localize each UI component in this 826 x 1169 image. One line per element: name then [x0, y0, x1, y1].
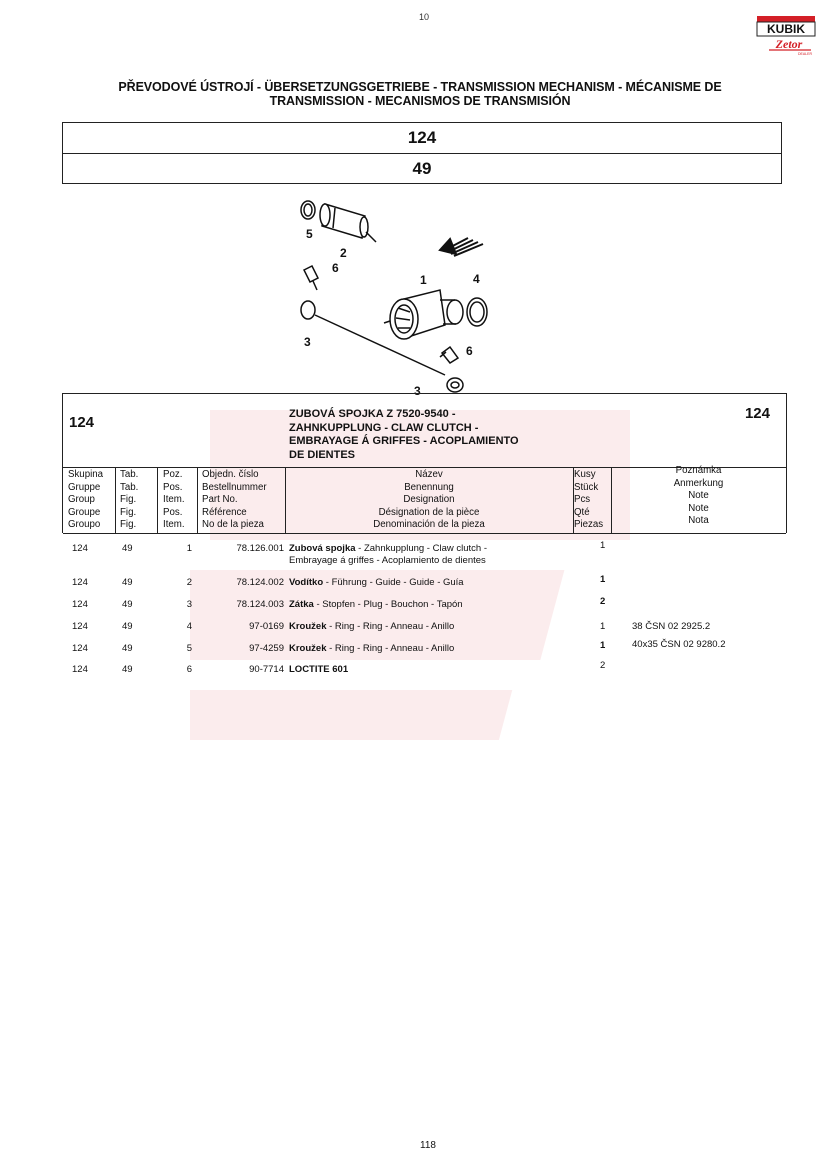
callout-6a: 6	[332, 261, 339, 275]
callout-3a: 3	[304, 335, 311, 349]
callout-2: 2	[340, 246, 347, 260]
table-title: ZUBOVÁ SPOJKA Z 7520-9540 - ZAHNKUPPLUNG - CLAW CLUTCH - EMBRAYAGE Á GRIFFES - ACOPLAMIENTO DE DIENTES	[289, 408, 519, 461]
logo-sub: Zetor	[775, 37, 803, 51]
part-6-loctite-upper	[304, 266, 318, 290]
callout-5: 5	[306, 227, 313, 241]
col-head-qty: Kusy Stück Pcs Qté Piezas	[574, 469, 604, 530]
part-3-plug-lower	[447, 378, 463, 392]
exploded-parts-diagram	[280, 190, 510, 400]
part-1-claw-clutch	[384, 290, 463, 339]
part-3-plug-left	[301, 301, 315, 319]
callout-3b: 3	[414, 384, 421, 398]
group-number: 124	[63, 123, 781, 154]
table-group-left: 124	[69, 414, 95, 431]
page-number: 118	[420, 1140, 436, 1151]
part-2-guide	[320, 204, 376, 242]
table-group-right: 124	[744, 405, 770, 422]
col-head-item: Poz. Pos. Item. Pos. Item.	[163, 469, 185, 530]
callout-1: 1	[420, 273, 427, 287]
col-head-desc: Název Benennung Designation Désignation de la pièce Denominación de la pieza	[373, 469, 485, 530]
col-head-fig: Tab. Tab. Fig. Fig. Fig.	[120, 469, 139, 530]
callout-6b: 6	[466, 344, 473, 358]
part-6-loctite-lower	[440, 347, 458, 363]
page-corner-mark: 10	[419, 12, 430, 22]
col-head-part: Objedn. číslo Bestellnummer Part No. Référence No de la pieza	[202, 469, 267, 530]
group-figure-box	[62, 122, 782, 184]
col-head-group: Skupina Gruppe Group Groupe Groupo	[68, 469, 104, 530]
col-head-note: Poznámka Anmerkung Note Note Nota	[673, 465, 724, 526]
figure-number: 49	[412, 159, 432, 178]
page-header-title: PŘEVODOVÉ ÚSTROJÍ - ÜBERSETZUNGSGETRIEBE - TRANSMISSION MECHANISM - MÉCANISME DE TRANSMISSION - MECANISMOS DE TRANSMISIÓN	[118, 80, 722, 108]
parts-table-header	[62, 393, 787, 533]
callout-4: 4	[473, 272, 480, 286]
logo-brand: KUBIK	[767, 22, 805, 36]
logo-tag: DEALER	[797, 52, 813, 56]
direction-arrow	[440, 238, 483, 256]
kubik-zetor-logo	[755, 14, 817, 56]
